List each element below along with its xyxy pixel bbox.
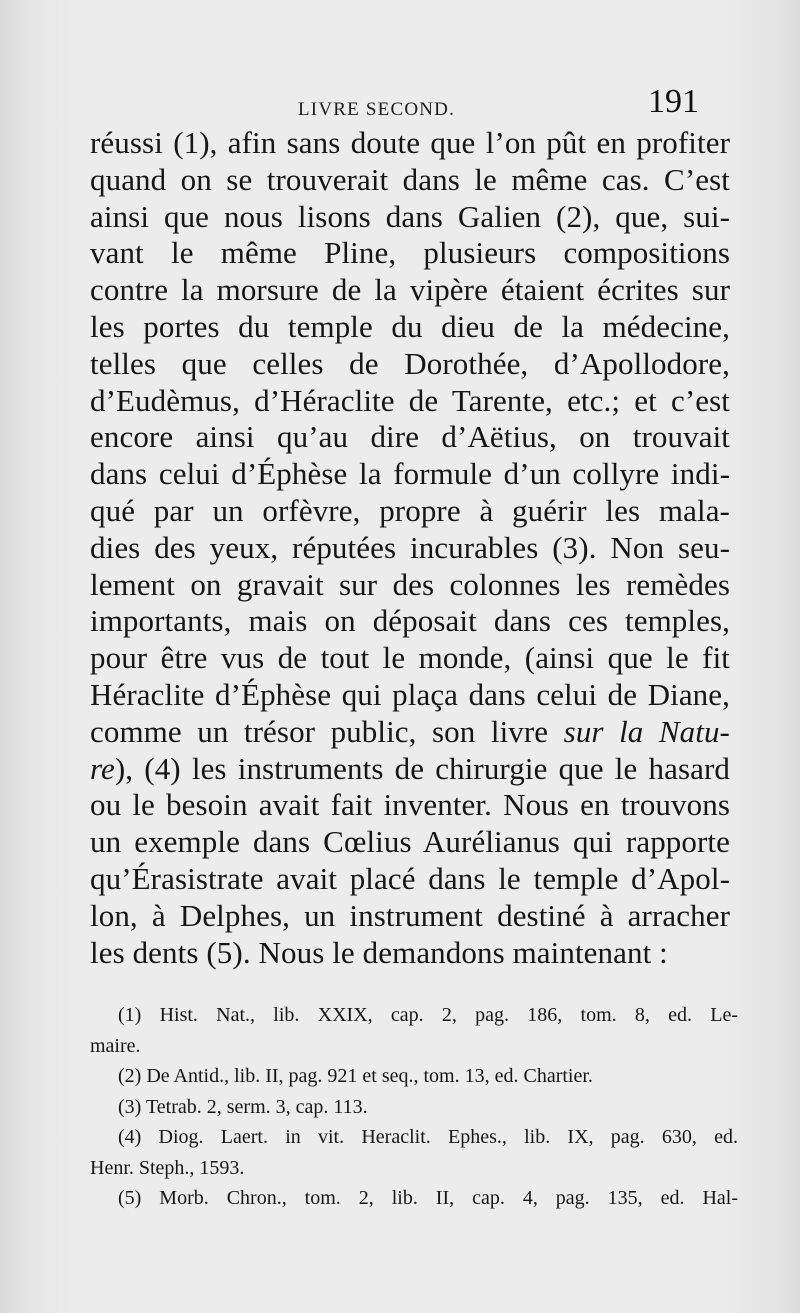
text-line [90, 751, 730, 788]
footnote-1: (1) Hist. Nat., lib. XXIX, cap. 2, pag. 186, tom. 8, ed. Le- [118, 1004, 738, 1026]
text-line: d’Eudèmus, d’Héraclite de Tarente, etc.; et c’est [90, 382, 730, 418]
text-line: un exemple dans Cœlius Aurélianus qui rapporte [90, 824, 730, 860]
text-line: ainsi que nous lisons dans Galien (2), que, sui- [90, 198, 730, 234]
text-line: lon, à Delphes, un instrument destiné à arracher [90, 897, 730, 933]
footnote-3: (3) Tetrab. 2, serm. 3, cap. 113. [118, 1095, 368, 1118]
text-line: lement on gravait sur des colonnes les remèdes [90, 566, 730, 602]
footnote-4: (4) Diog. Laert. in vit. Heraclit. Ephes., lib. IX, pag. 630, ed. [118, 1126, 738, 1148]
text-line [90, 714, 730, 751]
text-line: importants, mais on déposait dans ces temples, [90, 603, 730, 639]
text-line: dies des yeux, réputées incurables (3). Non seu- [90, 529, 730, 565]
text-line: encore ainsi qu’au dire d’Aëtius, on trouvait [90, 419, 730, 455]
footnote-2: (2) De Antid., lib. II, pag. 921 et seq., tom. 13, ed. Chartier. [118, 1065, 593, 1087]
italic-title-fragment: re [90, 750, 115, 786]
text-line: telles que celles de Dorothée, d’Apollodore, [90, 345, 730, 381]
text-fragment: comme un trésor public, son livre [90, 713, 564, 749]
text-line: contre la morsure de la vipère étaient écrites sur [90, 272, 730, 308]
text-line: qu’Érasistrate avait placé dans le temple d’Apol- [90, 860, 730, 896]
footnote-4-continuation: Henr. Steph., 1593. [90, 1156, 245, 1179]
text-line: quand on se trouverait dans le même cas. C’est [90, 161, 730, 197]
text-line: les dents (5). Nous le demandons maintenant : [90, 934, 668, 970]
text-line: réussi (1), afin sans doute que l’on pût en profiter [90, 125, 730, 160]
text-line: dans celui d’Éphèse la formule d’un collyre indi- [90, 456, 730, 492]
italic-title-fragment: sur la Natu- [563, 713, 730, 749]
footnotes [90, 1000, 738, 1214]
text-line: vant le même Pline, plusieurs compositions [90, 235, 730, 271]
footnote-1-continuation: maire. [90, 1034, 141, 1057]
text-line: qué par un orfèvre, propre à guérir les mala- [90, 492, 730, 528]
text-fragment: ), (4) les instruments de chirurgie que le hasard [114, 750, 730, 786]
main-text [90, 125, 730, 971]
footnote-5: (5) Morb. Chron., tom. 2, lib. II, cap. 4, pag. 135, ed. Hal- [118, 1187, 738, 1209]
text-line: Héraclite d’Éphèse qui plaça dans celui de Diane, [90, 676, 730, 712]
page-number: 191 [648, 83, 699, 120]
running-head: LIVRE SECOND. [298, 99, 456, 120]
text-line: les portes du temple du dieu de la médecine, [90, 308, 730, 344]
text-line: pour être vus de tout le monde, (ainsi que le fit [90, 640, 730, 676]
text-line: ou le besoin avait fait inventer. Nous en trouvons [90, 787, 730, 823]
